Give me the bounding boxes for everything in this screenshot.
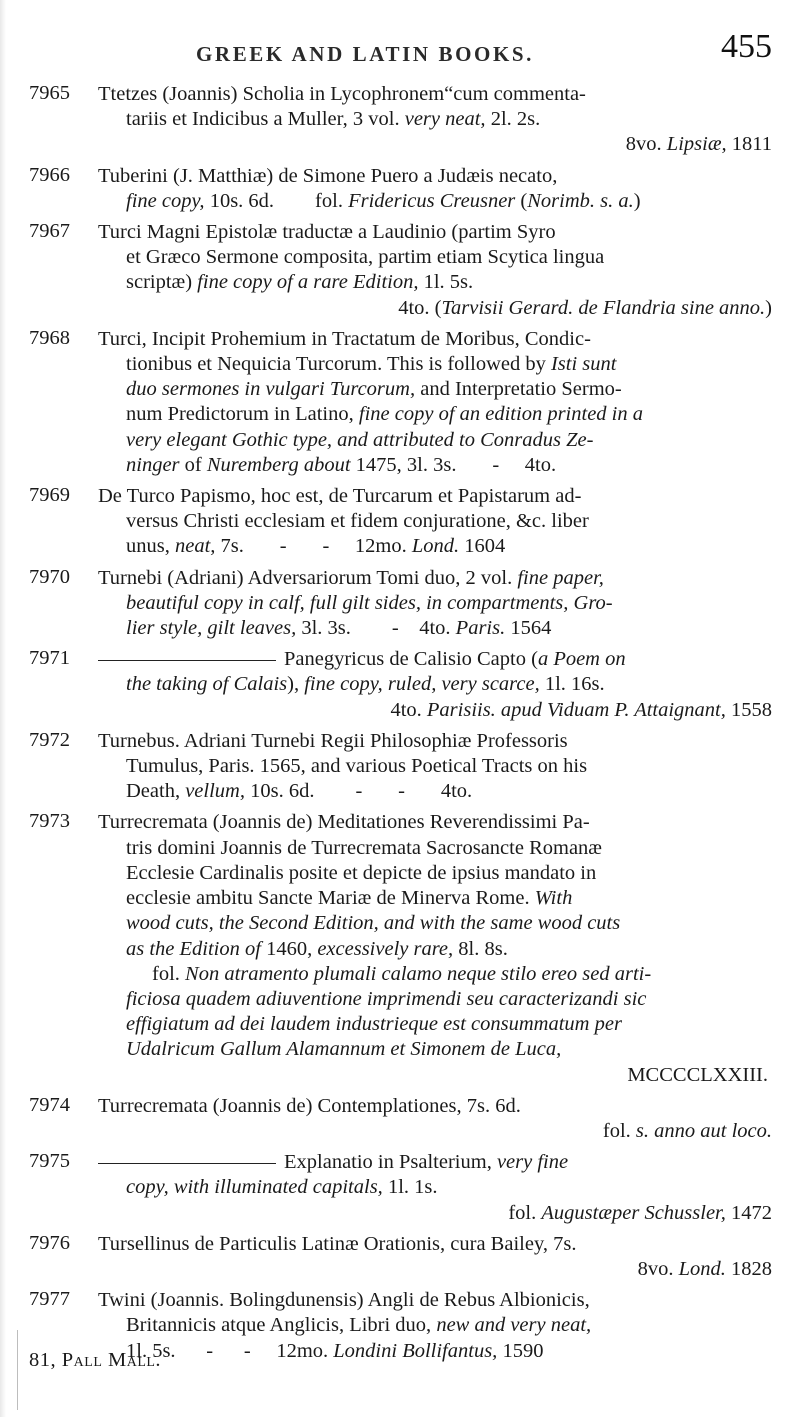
entry-line: Tuberini (J. Matthiæ) de Simone Puero a Judæis necato, <box>98 164 558 187</box>
entry-imprint: 4to. Parisiis. apud Viduam P. Attaignant, 1558 <box>390 698 772 721</box>
entry-line: et Græco Sermone composita, partim etiam Scytica lingua <box>126 246 605 269</box>
lot-number: 7967 <box>29 220 70 243</box>
lot-number: 7968 <box>29 326 70 349</box>
entry-line: effigiatum ad dei laudem industrieque est consummatum per <box>126 1013 622 1036</box>
lot-number: 7976 <box>29 1231 70 1254</box>
catalogue-entry <box>0 647 800 723</box>
entry-line: ninger of Nuremberg about 1475, 3l. 3s. - 4to. <box>126 453 557 476</box>
entry-line: fol. Non atramento plumali calamo neque stilo ereo sed arti- <box>152 962 652 985</box>
entry-line: tris domini Joannis de Turrecremata Sacrosancte Romanæ <box>126 836 602 859</box>
entry-line: Turci, Incipit Prohemium in Tractatum de Moribus, Condic- <box>98 327 591 350</box>
lot-number: 7972 <box>29 728 70 751</box>
entry-line: Turci Magni Epistolæ traductæ a Laudinio (partim Syro <box>98 221 556 244</box>
entry-line: lier style, gilt leaves, 3l. 3s. - 4to. Paris. 1564 <box>126 617 552 640</box>
running-title: GREEK AND LATIN BOOKS. <box>196 42 535 66</box>
catalogue-entry <box>0 327 800 478</box>
entry-line: De Turco Papismo, hoc est, de Turcarum et Papistarum ad- <box>98 485 582 508</box>
entry-imprint: 4to. (Tarvisii Gerard. de Flandria sine anno.) <box>398 296 772 319</box>
entry-line: the taking of Calais), fine copy, ruled, very scarce, 1l. 16s. <box>126 673 605 696</box>
entry-line: Twini (Joannis. Bolingdunensis) Angli de Rebus Albionicis, <box>98 1289 590 1312</box>
lot-number: 7974 <box>29 1093 70 1116</box>
footer-address <box>29 1349 161 1372</box>
entry-line: Panegyricus de Calisio Capto (a Poem on <box>0 647 800 672</box>
entry-line: Britannicis atque Anglicis, Libri duo, new and very neat, <box>126 1314 592 1337</box>
entry-imprint: 8vo. Lipsiæ, 1811 <box>625 133 772 156</box>
entry-line: num Predictorum in Latino, fine copy of an edition printed in a <box>126 403 643 426</box>
entry-line: wood cuts, the Second Edition, and with the same wood cuts <box>126 912 621 935</box>
footer-address-text: 81, Pall Mall. <box>29 1349 162 1371</box>
catalogue-entries <box>0 82 800 1370</box>
lot-number: 7975 <box>29 1150 70 1173</box>
margin-rule <box>17 1330 18 1410</box>
catalogue-entry <box>0 1232 800 1282</box>
catalogue-entry <box>0 164 800 214</box>
lot-number: 7969 <box>29 484 70 507</box>
entry-line: Turnebi (Adriani) Adversariorum Tomi duo, 2 vol. fine paper, <box>98 566 604 589</box>
entry-line: Tumulus, Paris. 1565, and various Poetical Tracts on his <box>126 755 588 778</box>
entry-line: Turrecremata (Joannis de) Contemplationes, 7s. 6d. <box>98 1094 521 1117</box>
ditto-dash <box>98 660 276 661</box>
ditto-dash <box>98 1163 276 1164</box>
entry-line: beautiful copy in calf, full gilt sides, in compartments, Gro- <box>126 591 613 614</box>
entry-line: Turnebus. Adriani Turnebi Regii Philosophiæ Professoris <box>98 729 568 752</box>
entry-line: unus, neat, 7s. - - 12mo. Lond. 1604 <box>126 535 506 558</box>
entry-line: ecclesie ambitu Sancte Mariæ de Minerva Rome. With <box>126 887 573 910</box>
lot-number: 7965 <box>29 82 70 104</box>
lot-number: 7973 <box>29 810 70 833</box>
lot-number: 7966 <box>29 163 70 186</box>
entry-line: duo sermones in vulgari Turcorum, and Interpretatio Sermo- <box>126 378 622 401</box>
entry-line: fine copy, 10s. 6d. fol. Fridericus Creusner (Norimb. s. a.) <box>126 189 641 212</box>
catalogue-entry <box>0 729 800 805</box>
entry-line: versus Christi ecclesiam et fidem conjuratione, &c. liber <box>126 510 589 533</box>
entry-line: tionibus et Nequicia Turcorum. This is followed by Isti sunt <box>126 353 617 376</box>
lot-number: 7971 <box>29 647 70 670</box>
catalogue-entry <box>0 810 800 1087</box>
page-number: 455 <box>721 28 772 65</box>
entry-line: copy, with illuminated capitals, 1l. 1s. <box>126 1176 438 1199</box>
page-header <box>0 28 800 78</box>
entry-line: as the Edition of 1460, excessively rare, 8l. 8s. <box>126 937 508 960</box>
entry-line: Explanatio in Psalterium, very fine <box>0 1150 800 1175</box>
entry-line: tariis et Indicibus a Muller, 3 vol. very neat, 2l. 2s. <box>126 108 541 131</box>
catalogue-entry <box>0 1094 800 1144</box>
entry-imprint: fol. Augustæper Schussler, 1472 <box>508 1201 772 1224</box>
entry-line: Turrecremata (Joannis de) Meditationes Reverendissimi Pa- <box>98 811 590 834</box>
catalogue-entry <box>0 220 800 321</box>
entry-line: Ttetzes (Joannis) Scholia in Lycophronem“cum commenta- <box>98 83 586 105</box>
lot-number: 7977 <box>29 1288 70 1311</box>
entry-imprint: 8vo. Lond. 1828 <box>637 1257 772 1280</box>
lot-number: 7970 <box>29 565 70 588</box>
entry-line: 1l. 5s. - - 12mo. Londini Bollifantus, 1590 <box>126 1339 544 1362</box>
catalogue-entry <box>0 484 800 560</box>
entry-line: scriptæ) fine copy of a rare Edition, 1l. 5s. <box>126 271 474 294</box>
entry-line: Udalricum Gallum Alamannum et Simonem de Luca, <box>126 1038 562 1061</box>
entry-line: Ecclesie Cardinalis posite et depicte de ipsius mandato in <box>126 861 597 884</box>
entry-line: ficiosa quadem adiuventione imprimendi seu caracterizandi sic <box>126 987 647 1010</box>
catalogue-entry <box>0 1150 800 1226</box>
catalogue-entry <box>0 82 800 158</box>
entry-line: very elegant Gothic type, and attributed to Conradus Ze- <box>126 428 594 451</box>
entry-imprint: fol. s. anno aut loco. <box>602 1119 772 1142</box>
entry-line: Tursellinus de Particulis Latinæ Orationis, cura Bailey, 7s. <box>98 1232 577 1255</box>
entry-line: Death, vellum, 10s. 6d. - - 4to. <box>126 780 473 803</box>
catalogue-entry <box>0 566 800 642</box>
entry-date: MCCCCLXXIII. <box>627 1063 768 1086</box>
